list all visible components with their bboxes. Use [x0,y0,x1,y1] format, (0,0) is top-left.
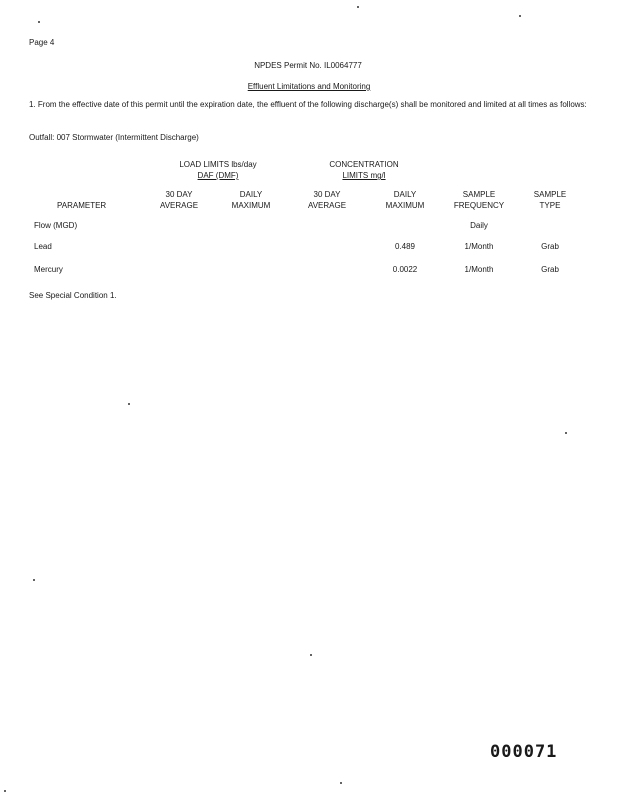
column-header-load-30day: 30 DAY [165,190,193,199]
column-header-conc-30day-sub: AVERAGE [307,201,347,210]
row-flow-frequency: Daily [470,221,488,230]
row-lead-type: Grab [541,242,559,251]
row-lead-frequency: 1/Month [464,242,494,251]
load-limits-subheading: DAF (DMF) [197,171,239,180]
section-title: Effluent Limitations and Monitoring [247,82,371,91]
column-header-sample-frequency: SAMPLE [462,190,496,199]
bates-number: 000071 [490,742,558,762]
column-header-conc-30day: 30 DAY [313,190,341,199]
permit-number: NPDES Permit No. IL0064777 [254,61,362,70]
scan-speck [38,21,40,23]
column-header-sample-type: SAMPLE [533,190,567,199]
scan-speck [33,579,35,581]
row-flow-parameter: Flow (MGD) [34,221,78,230]
row-mercury-frequency: 1/Month [464,265,494,274]
concentration-subheading: LIMITS mg/l [342,171,386,180]
scan-speck [310,654,312,656]
footnote: See Special Condition 1. [29,291,117,300]
scan-speck [357,6,359,8]
concentration-heading: CONCENTRATION [329,160,399,169]
column-header-conc-daily: DAILY [393,190,417,199]
scan-speck [519,15,521,17]
page-label: Page 4 [29,38,55,47]
column-header-sample-type-sub: TYPE [539,201,561,210]
scan-speck [128,403,130,405]
column-header-load-30day-sub: AVERAGE [159,201,199,210]
column-header-parameter: PARAMETER [57,201,107,210]
scan-speck [340,782,342,784]
column-header-sample-frequency-sub: FREQUENCY [453,201,505,210]
row-lead-conc-daily-max: 0.489 [394,242,416,251]
scan-speck [4,790,6,792]
outfall-label: Outfall: 007 Stormwater (Intermittent Discharge) [29,133,199,142]
intro-paragraph: 1. From the effective date of this permit until the expiration date, the effluent of the following discharge(s) shall be monitored and limited at all times as follows: [29,100,587,109]
column-header-load-daily: DAILY [239,190,263,199]
column-header-load-daily-sub: MAXIMUM [231,201,271,210]
row-mercury-parameter: Mercury [34,265,63,274]
row-lead-parameter: Lead [34,242,52,251]
scan-speck [565,432,567,434]
row-mercury-conc-daily-max: 0.0022 [392,265,418,274]
row-mercury-type: Grab [541,265,559,274]
column-header-conc-daily-sub: MAXIMUM [385,201,425,210]
load-limits-heading: LOAD LIMITS lbs/day [179,160,257,169]
